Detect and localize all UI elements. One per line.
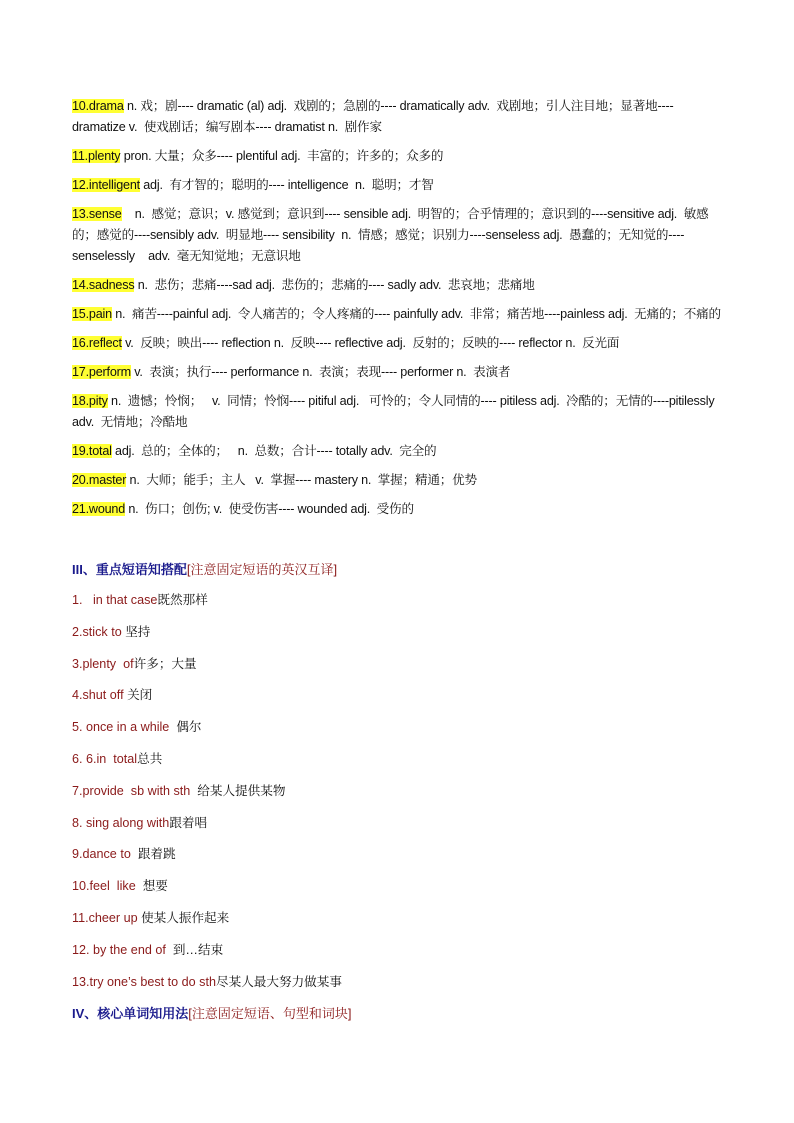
- definition: v. 表演；执行---- performance n. 表演；表现---- performer n. 表演者: [134, 365, 511, 379]
- phrase-chinese: 跟着唱: [169, 815, 208, 830]
- phrase-item: [72, 844, 724, 876]
- headword: drama: [88, 99, 124, 113]
- phrase-item: [72, 749, 724, 781]
- vocab-entry: [72, 362, 724, 383]
- phrase-english: 4.shut off: [72, 688, 124, 703]
- definition: n. 痛苦----painful adj. 令人痛苦的；令人疼痛的---- painfully adv. 非常；痛苦地----painless adj. 无痛的；不痛的: [115, 307, 721, 321]
- phrase-english: 7.provide sb with sth: [72, 783, 191, 798]
- phrase-english: 5. once in a while: [72, 720, 170, 735]
- section-note: [注意固定短语的英汉互译]: [186, 562, 338, 577]
- phrase-english: 8. sing along with: [72, 815, 170, 830]
- definition: n. 戏；剧---- dramatic (al) adj. 戏剧的；急剧的---- dramatically adv. 戏剧地；引人注目地；显著地----dramatize v. 使戏剧话；编写剧本---- dramatist n. 剧作家: [72, 99, 674, 134]
- highlighted-headword: [72, 473, 126, 487]
- definition: n. 感觉；意识；v. 感觉到；意识到---- sensible adj. 明智的；合乎情理的；意识到的----sensitive adj. 敏感的；感觉的----sensibly adv. 明显地---- sensibility n. 情感；感觉；识别力----senseless adj. 愚蠢的；无知觉的---- senselessly adv. 毫无知觉地；无意识地: [72, 207, 709, 263]
- phrase-item: [72, 781, 724, 813]
- entry-number: 10.: [72, 99, 89, 113]
- entry-number: 13.: [72, 207, 89, 221]
- headword: perform: [88, 365, 131, 379]
- highlighted-headword: [72, 278, 134, 292]
- definition: adj. 总的；全体的； n. 总数；合计---- totally adv. 完全的: [115, 444, 437, 458]
- headword: plenty: [87, 149, 121, 163]
- highlighted-headword: [72, 178, 140, 192]
- vocab-entry: [72, 175, 724, 196]
- entry-number: 12.: [72, 178, 89, 192]
- vocab-entry: [72, 275, 724, 296]
- headword: sadness: [88, 278, 135, 292]
- highlighted-headword: [72, 365, 131, 379]
- vocabulary-list: [72, 96, 724, 528]
- phrase-chinese: 总共: [137, 751, 163, 766]
- headword: pity: [88, 394, 108, 408]
- phrase-item: [72, 876, 724, 908]
- entry-number: 20.: [72, 473, 89, 487]
- phrase-chinese: 既然那样: [157, 593, 208, 607]
- phrase-english: 6. 6.in total: [72, 751, 138, 766]
- highlighted-headword: [72, 444, 112, 458]
- vocab-entry: [72, 96, 724, 138]
- phrase-item: [72, 654, 724, 686]
- headword: total: [88, 444, 112, 458]
- phrase-english: 11.cheer up: [72, 910, 138, 925]
- section-heading-phrases: [72, 559, 337, 578]
- section-title: IV、核心单词知用法: [72, 1006, 189, 1021]
- section-heading-usage: [72, 1003, 352, 1022]
- phrase-chinese: 坚持: [121, 624, 151, 639]
- entry-number: 21.: [72, 502, 89, 516]
- highlighted-headword: [72, 149, 120, 163]
- definition: v. 反映；映出---- reflection n. 反映---- reflective adj. 反射的；反映的---- reflector n. 反光面: [125, 336, 620, 350]
- definition: n. 悲伤；悲痛----sad adj. 悲伤的；悲痛的---- sadly adv. 悲哀地；悲痛地: [137, 278, 535, 292]
- entry-number: 15.: [72, 307, 89, 321]
- headword: master: [88, 473, 127, 487]
- phrase-english: 2.stick to: [72, 624, 122, 639]
- vocab-entry: [72, 204, 724, 267]
- phrase-item: [72, 590, 724, 622]
- highlighted-headword: [72, 207, 122, 221]
- entry-number: 17.: [72, 365, 89, 379]
- phrase-item: [72, 717, 724, 749]
- vocab-entry: [72, 146, 724, 167]
- phrase-chinese: 偶尔: [169, 720, 202, 735]
- headword: wound: [88, 502, 126, 516]
- entry-number: 11.: [72, 149, 88, 163]
- definition: n. 遗憾；怜悯； v. 同情；怜悯---- pitiful adj. 可怜的；令人同情的---- pitiless adj. 冷酷的；无情的----pitilessly adv. 无情地；冷酷地: [72, 394, 722, 429]
- phrase-english: 3.plenty of: [72, 656, 134, 671]
- phrase-chinese: 许多；大量: [133, 656, 197, 671]
- highlighted-headword: [72, 502, 125, 516]
- phrase-item: [72, 972, 724, 1004]
- headword: intelligent: [88, 178, 140, 192]
- phrase-english: 1. in that case: [72, 593, 158, 607]
- phrase-item: [72, 908, 724, 940]
- phrase-chinese: 尽某人最大努力做某事: [216, 974, 342, 989]
- headword: sense: [88, 207, 122, 221]
- phrase-item: [72, 813, 724, 845]
- phrase-chinese: 想要: [135, 879, 168, 894]
- definition: n. 大师；能手；主人 v. 掌握---- mastery n. 掌握；精通；优势: [129, 473, 477, 487]
- highlighted-headword: [72, 394, 108, 408]
- phrase-chinese: 使某人振作起来: [137, 910, 230, 925]
- vocab-entry: [72, 441, 724, 462]
- headword: reflect: [88, 336, 122, 350]
- vocab-entry: [72, 333, 724, 354]
- phrase-list: [72, 590, 724, 1003]
- phrase-chinese: 关闭: [123, 688, 153, 703]
- phrase-item: [72, 622, 724, 654]
- entry-number: 18.: [72, 394, 89, 408]
- entry-number: 14.: [72, 278, 89, 292]
- vocab-entry: [72, 391, 724, 433]
- phrase-chinese: 给某人提供某物: [190, 783, 286, 798]
- vocab-entry: [72, 470, 724, 491]
- phrase-chinese: 到…结束: [165, 942, 224, 957]
- definition: n. 伤口；创伤; v. 使受伤害---- wounded adj. 受伤的: [128, 502, 414, 516]
- definition: adj. 有才智的；聪明的---- intelligence n. 聪明；才智: [143, 178, 434, 192]
- entry-number: 19.: [72, 444, 89, 458]
- phrase-english: 12. by the end of: [72, 942, 166, 957]
- entry-number: 16.: [72, 336, 89, 350]
- phrase-chinese: 跟着跳: [130, 847, 176, 862]
- section-note: [注意固定短语、句型和词块]: [188, 1006, 352, 1021]
- phrase-english: 9.dance to: [72, 847, 131, 862]
- highlighted-headword: [72, 99, 124, 113]
- vocab-entry: [72, 304, 724, 325]
- definition: pron. 大量；众多---- plentiful adj. 丰富的；许多的；众多的: [123, 149, 444, 163]
- headword: pain: [88, 307, 112, 321]
- vocab-entry: [72, 499, 724, 520]
- phrase-english: 10.feel like: [72, 879, 136, 894]
- highlighted-headword: [72, 307, 112, 321]
- highlighted-headword: [72, 336, 122, 350]
- phrase-english: 13.try one’s best to do sth: [72, 974, 216, 989]
- phrase-item: [72, 685, 724, 717]
- section-title: III、重点短语知搭配: [72, 562, 187, 577]
- phrase-item: [72, 940, 724, 972]
